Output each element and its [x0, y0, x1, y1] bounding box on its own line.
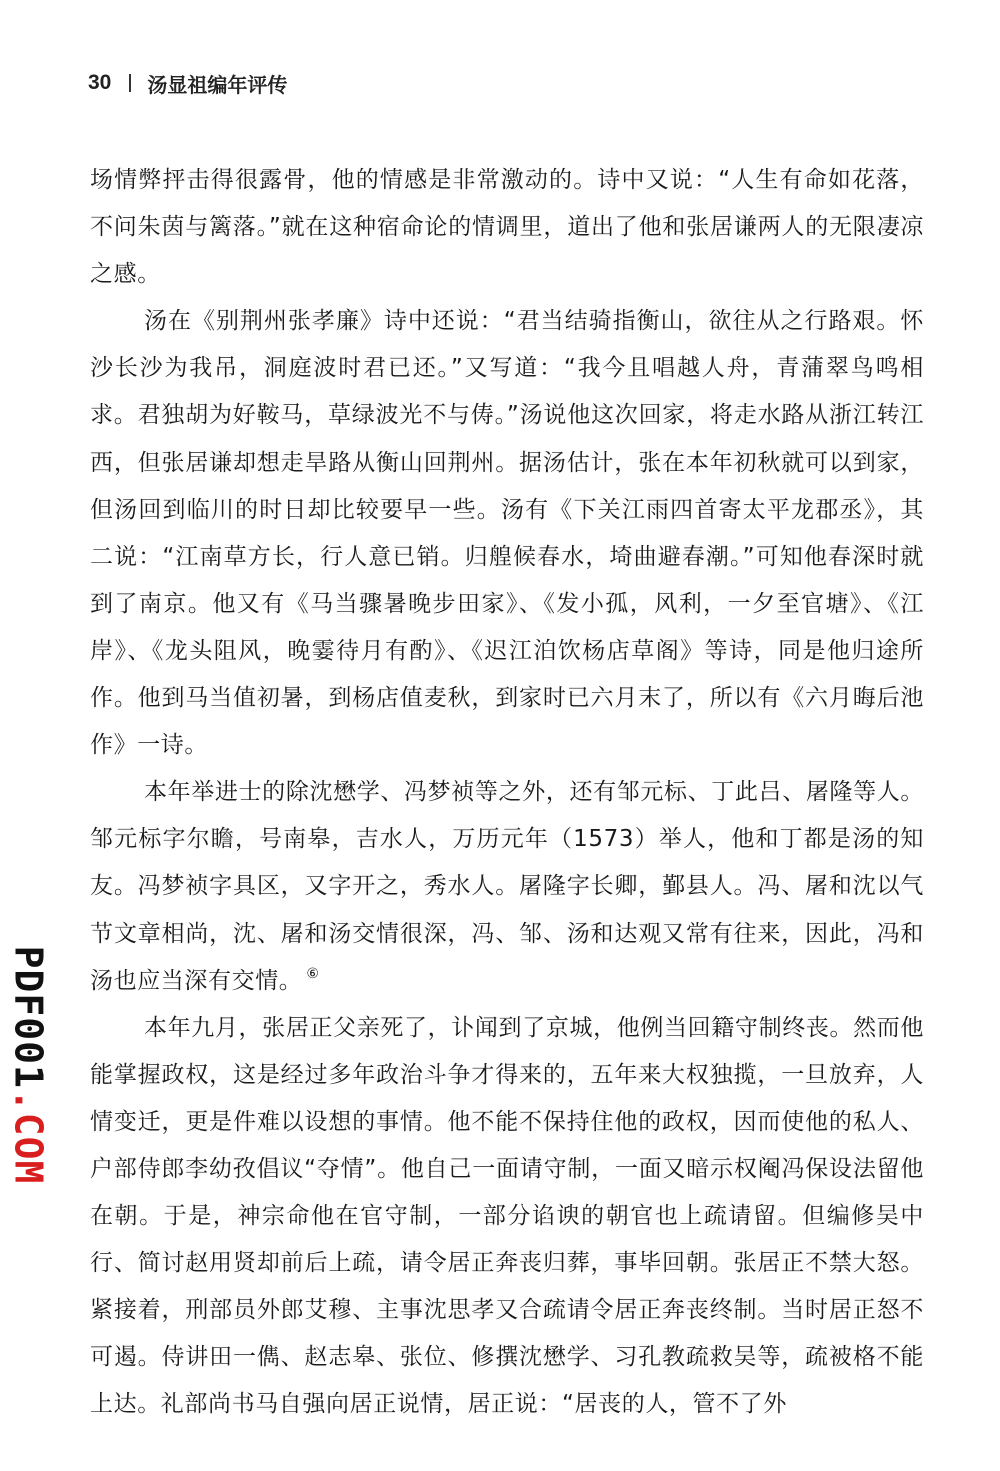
paragraph-2 — [90, 298, 924, 769]
paragraph-1-text: 场情弊抨击得很露骨，他的情感是非常激动的。诗中又说：“人生有命如花落，不问朱茵与篱落。”就在这种宿命论的情调里，道出了他和张居谦两人的无限凄凉之感。 — [90, 167, 924, 288]
page-header — [88, 66, 287, 100]
paragraph-3 — [90, 769, 924, 1004]
paragraph-1 — [90, 157, 924, 298]
paragraph-4 — [90, 1005, 924, 1429]
paragraph-3-text: 本年举进士的除沈懋学、冯梦祯等之外，还有邹元标、丁此吕、屠隆等人。邹元标字尔瞻，号南皋，吉水人，万历元年（1573）举人，他和丁都是汤的知友。冯梦祯字具区，又字开之，秀水人。屠隆字长卿，鄞县人。冯、屠和沈以气节文章相尚，沈、屠和汤交情很深，冯、邹、汤和达观又常有往来，因此，冯和汤也应当深有交情。 — [90, 779, 924, 994]
paragraph-4-text: 本年九月，张居正父亲死了，讣闻到了京城，他例当回籍守制终丧。然而他能掌握政权，这是经过多年政治斗争才得来的，五年来大权独揽，一旦放弃，人情变迁，更是件难以设想的事情。他不能不保持住他的政权，因而使他的私人、户部侍郎李幼孜倡议“夺情”。他自己一面请守制，一面又暗示权阉冯保设法留他在朝。于是，神宗命他在官守制，一部分谄谀的朝官也上疏请留。但编修吴中行、简讨赵用贤却前后上疏，请令居正奔丧归葬，事毕回朝。张居正不禁大怒。紧接着，刑部员外郎艾穆、主事沈思孝又合疏请令居正奔丧终制。当时居正怒不可遏。侍讲田一儁、赵志皋、张位、修撰沈懋学、习孔教疏救吴等，疏被格不能上达。礼部尚书马自强向居正说情，居正说：“居丧的人，管不了外 — [90, 1014, 924, 1418]
page-number: 30 — [88, 71, 112, 94]
paragraph-2-text: 汤在《别荆州张孝廉》诗中还说：“君当结骑指衡山，欲往从之行路艰。怀沙长沙为我吊，洞庭波时君已还。”又写道：“我今且唱越人舟，青蒲翠鸟鸣相求。君独胡为好鞍马，草绿波光不与俦。”汤说他这次回家，将走水路从浙江转江西，但张居谦却想走旱路从衡山回荆州。据汤估计，张在本年初秋就可以到家，但汤回到临川的时日却比较要早一些。汤有《下关江雨四首寄太平龙郡丞》，其二说：“江南草方长，行人意已销。归艎候春水，埼曲避春潮。”可知他春深时就到了南京。他又有《马当骤暑晚步田家》、《发小孤，风利，一夕至官塘》、《江岸》、《龙头阻风，晚霎待月有酌》、《迟江泊饮杨店草阁》等诗，同是他归途所作。他到马当值初暑，到杨店值麦秋，到家时已六月末了，所以有《六月晦后池作》一诗。 — [90, 308, 924, 759]
watermark-text — [6, 946, 50, 1185]
watermark — [6, 940, 50, 1190]
watermark-part1: PDF001 — [6, 945, 51, 1089]
header-separator — [129, 74, 131, 92]
book-title: 汤显祖编年评传 — [147, 74, 288, 97]
body-text — [90, 157, 924, 1429]
watermark-part2: .COM — [6, 1088, 51, 1185]
footnote-marker: ⑥ — [306, 965, 320, 982]
